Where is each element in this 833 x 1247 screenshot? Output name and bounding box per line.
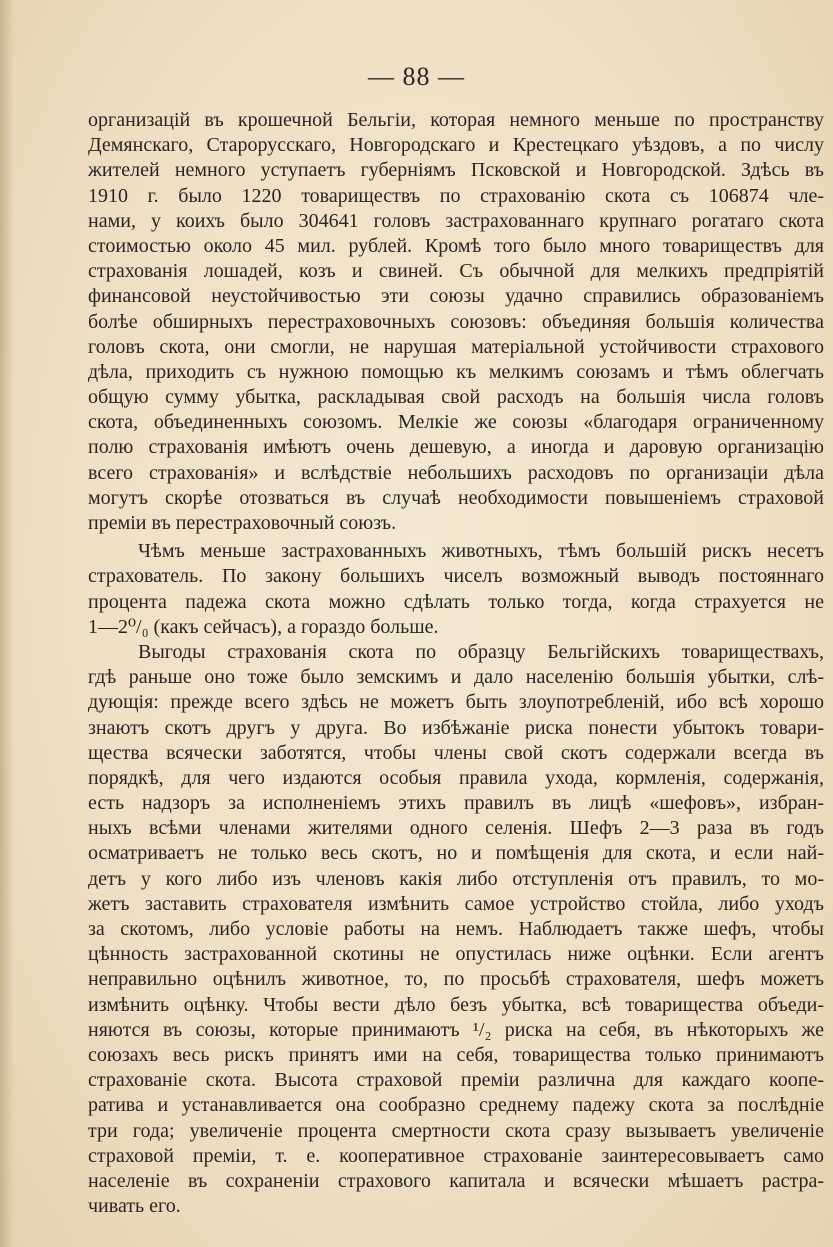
text-line: страхователь. По закону большихъ чиселъ возможный выводъ постояннаго xyxy=(88,565,824,588)
text-line: щества всячески заботятся, чтобы члены свой скотъ содержали всегда въ xyxy=(88,741,824,764)
text-line: няются въ союзы, которые принимаютъ ¹/₂ риска на себя, въ нѣкоторыхъ же xyxy=(88,1018,824,1041)
text-line: жителей немного уступаетъ губерніямъ Псковской и Новгородской. Здѣсь въ xyxy=(88,159,824,182)
text-line: неправильно оцѣнилъ животное, то, по просьбѣ страхователя, шефъ можетъ xyxy=(88,968,824,991)
text-line: цѣнность застрахованной скотины не опустилась ниже оцѣнки. Если агентъ xyxy=(88,943,824,966)
text-line: ныхъ всѣми членами жителями одного селенія. Шефъ 2—3 раза въ годъ xyxy=(88,817,824,840)
text-line: страховой преміи, т. е. кооперативное страхованіе заинтересовываетъ само xyxy=(88,1144,824,1167)
text-line: союзахъ весь рискъ принятъ ими на себя, товарищества только принимаютъ xyxy=(88,1043,824,1066)
text-line: страхованіе скота. Высота страховой преміи различна для каждаго коопе- xyxy=(88,1069,824,1092)
text-line: полю страхованія имѣютъ очень дешевую, а иногда и даровую организацію xyxy=(88,436,824,459)
text-line: чивать его. xyxy=(88,1195,181,1218)
text-line: знаютъ скотъ другъ у друга. Во избѣжаніе риска понести убытокъ товари- xyxy=(88,716,824,739)
text-line: 1—2⁰/₀ (какъ сейчасъ), а гораздо больше. xyxy=(88,615,439,638)
text-line: 1910 г. было 1220 товариществъ по страхованію скота съ 106874 чле- xyxy=(88,184,824,207)
text-line: Чѣмъ меньше застрахованныхъ животныхъ, тѣмъ большій рискъ несетъ xyxy=(138,540,824,563)
text-line: населеніе въ сохраненіи страхового капитала и всячески мѣшаетъ растра- xyxy=(88,1169,824,1192)
text-line: дующія: прежде всего здѣсь не можетъ быть злоупотребленій, ибо всѣ хорошо xyxy=(88,691,824,714)
text-line: стоимостью около 45 мил. рублей. Кромѣ того было много товариществъ для xyxy=(88,234,824,257)
page-body-text xyxy=(88,108,824,1219)
text-line: порядкѣ, для чего издаются особыя правила ухода, кормленія, содержанія, xyxy=(88,766,824,789)
text-line: страхованія лошадей, козъ и свиней. Съ обычной для мелкихъ предпріятій xyxy=(88,260,824,283)
text-line: скота, объединенныхъ союзомъ. Мелкіе же союзы «благодаря ограниченному xyxy=(88,411,824,434)
text-line: нами, у коихъ было 304641 головъ застрахованнаго крупнаго рогатаго скота xyxy=(88,209,824,232)
text-line: гдѣ раньше оно тоже было земскимъ и дало населенію большія убытки, слѣ- xyxy=(88,666,824,689)
text-line: осматриваетъ не только весь скотъ, но и помѣщенія для скота, и если най- xyxy=(88,842,824,865)
text-line: процента падежа скота можно сдѣлать только тогда, когда страхуется не xyxy=(88,590,824,613)
text-line: три года; увеличеніе процента смертности скота сразу вызываетъ увеличеніе xyxy=(88,1119,824,1142)
text-line: измѣнить оцѣнку. Чтобы вести дѣло безъ убытка, всѣ товарищества объеди- xyxy=(88,993,824,1016)
text-line: Демянскаго, Старорусскаго, Новгородскаго и Крестецкаго уѣздовъ, а по числу xyxy=(88,134,824,157)
page-number: — 88 — xyxy=(368,62,465,91)
text-line: всего страхованія» и вслѣдствіе небольшихъ расходовъ по организаціи дѣла xyxy=(88,461,824,484)
text-line: организацій въ крошечной Бельгіи, которая немного меньше по пространству xyxy=(88,109,824,131)
text-line: общую сумму убытка, раскладывая свой расходъ на большія числа головъ xyxy=(88,386,824,409)
paragraph-1 xyxy=(88,108,824,536)
paragraph-3 xyxy=(88,640,824,1219)
text-line: жетъ заставить страхователя измѣнить самое устройство стойла, либо уходъ xyxy=(88,892,824,915)
text-line: за скотомъ, либо условіе работы на немъ. Наблюдаетъ также шефъ, чтобы xyxy=(88,918,824,940)
text-line: есть надзоръ за исполненіемъ этихъ правилъ въ лицѣ «шефовъ», избран- xyxy=(88,792,824,815)
text-line: головъ скота, они смогли, не нарушая матеріальной устойчивости страхового xyxy=(88,335,824,358)
text-line: Выгоды страхованія скота по образцу Бельгійскихъ товариществахъ, xyxy=(138,640,824,663)
text-line: детъ у кого либо изъ членовъ какія либо отступленія отъ правилъ, то мо- xyxy=(88,867,824,890)
paragraph-2 xyxy=(88,539,824,640)
text-line: болѣе обширныхъ перестраховочныхъ союзовъ: объединяя большія количества xyxy=(88,310,824,333)
text-line: финансовой неустойчивостью эти союзы удачно справились образованіемъ xyxy=(88,285,824,308)
text-line: ратива и устанавливается она сообразно среднему падежу скота за послѣдніе xyxy=(88,1094,824,1117)
text-line: преміи въ перестраховочный союзъ. xyxy=(88,512,397,534)
page-gutter-shadow xyxy=(0,0,14,1247)
text-line: могутъ скорѣе отозваться въ случаѣ необходимости повышеніемъ страховой xyxy=(88,486,824,509)
text-line: дѣла, приходить съ нужною помощью къ мелкимъ союзамъ и тѣмъ облегчать xyxy=(88,360,824,383)
